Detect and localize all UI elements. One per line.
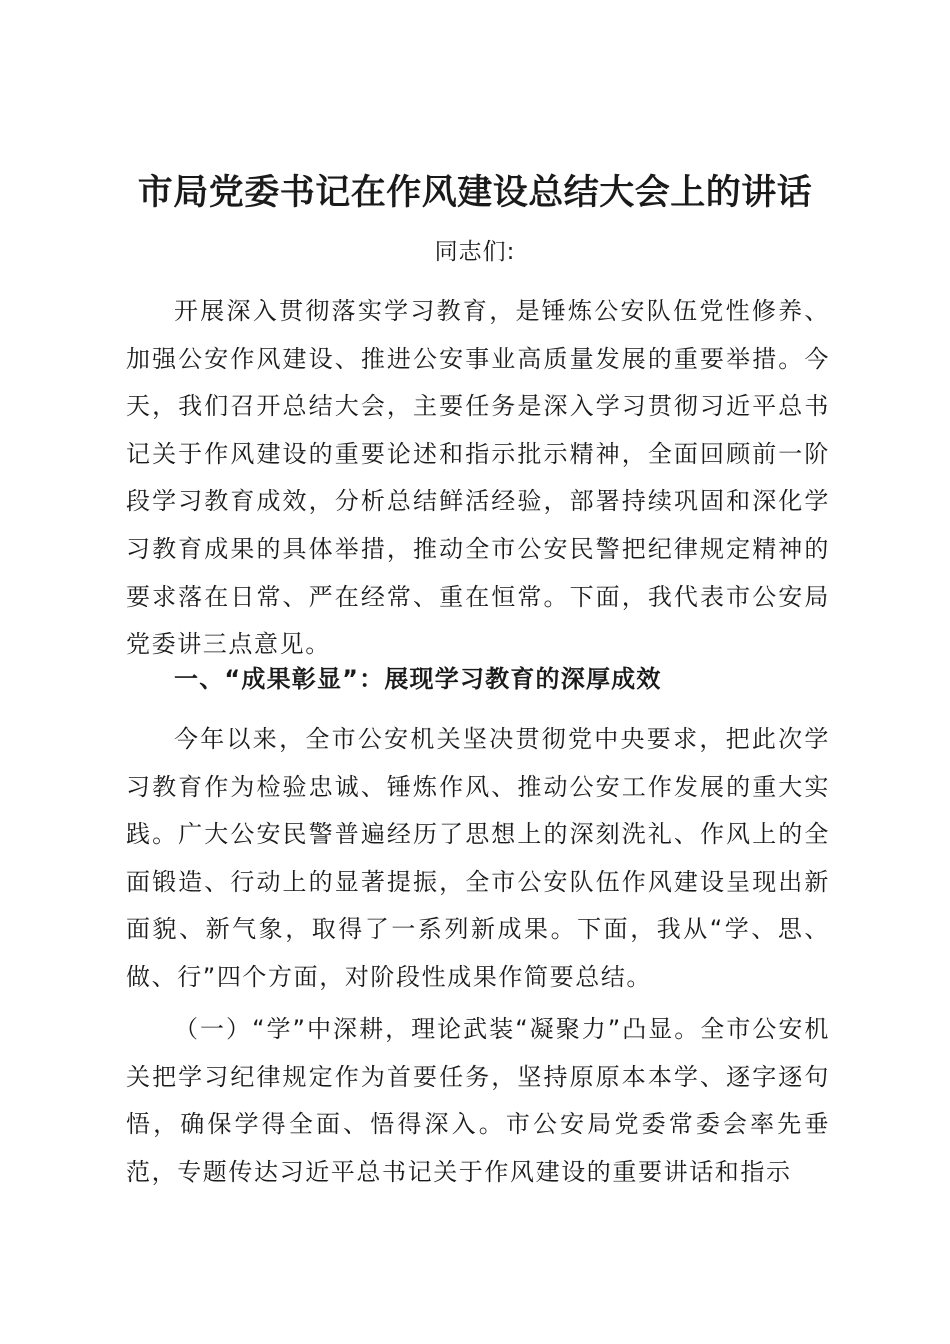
greeting-line: 同志们: (434, 239, 516, 265)
document-title: 市局党委书记在作风建设总结大会上的讲话 (137, 172, 813, 213)
paragraph-text: 开展深入贯彻落实学习教育，是锤炼公安队伍党性修养、加强公安作风建设、推进公安事业高质量发展的重要举措。今天，我们召开总结大会，主要任务是深入学习贯彻习近平总书记关于作风建设的重要论述和指示批示精神，全面回顾前一阶段学习教育成效，分析总结鲜活经验，部署持续巩固和深化学习教育成果的具体举措，推动全市公安民警把纪律规定精神的要求落在日常、严在经常、重在恒常。下面，我代表市公安局党委讲三点意见。 (126, 297, 830, 659)
section-heading: 一、“成果彰显”：展现学习教育的深厚成效 (174, 665, 662, 693)
paragraph-section-one (126, 716, 830, 1002)
paragraph-text: （一）“学”中深耕，理论武装“凝聚力”凸显。全市公安机关把学习纪律规定作为首要任务，坚持原原本本学、逐字逐句悟，确保学得全面、悟得深入。市公安局党委常委会率先垂范，专题传达习近平总书记关于作风建设的重要讲话和指示 (126, 1015, 830, 1186)
paragraph-text: 今年以来，全市公安机关坚决贯彻党中央要求，把此次学习教育作为检验忠诚、锤炼作风、推动公安工作发展的重大实践。广大公安民警普遍经历了思想上的深刻洗礼、作风上的全面锻造、行动上的显著提振，全市公安队伍作风建设呈现出新面貌、新气象，取得了一系列新成果。下面，我从“学、思、做、行”四个方面，对阶段性成果作简要总结。 (126, 725, 830, 991)
paragraph-subsection-one (126, 1006, 830, 1196)
paragraph-intro (126, 288, 830, 669)
